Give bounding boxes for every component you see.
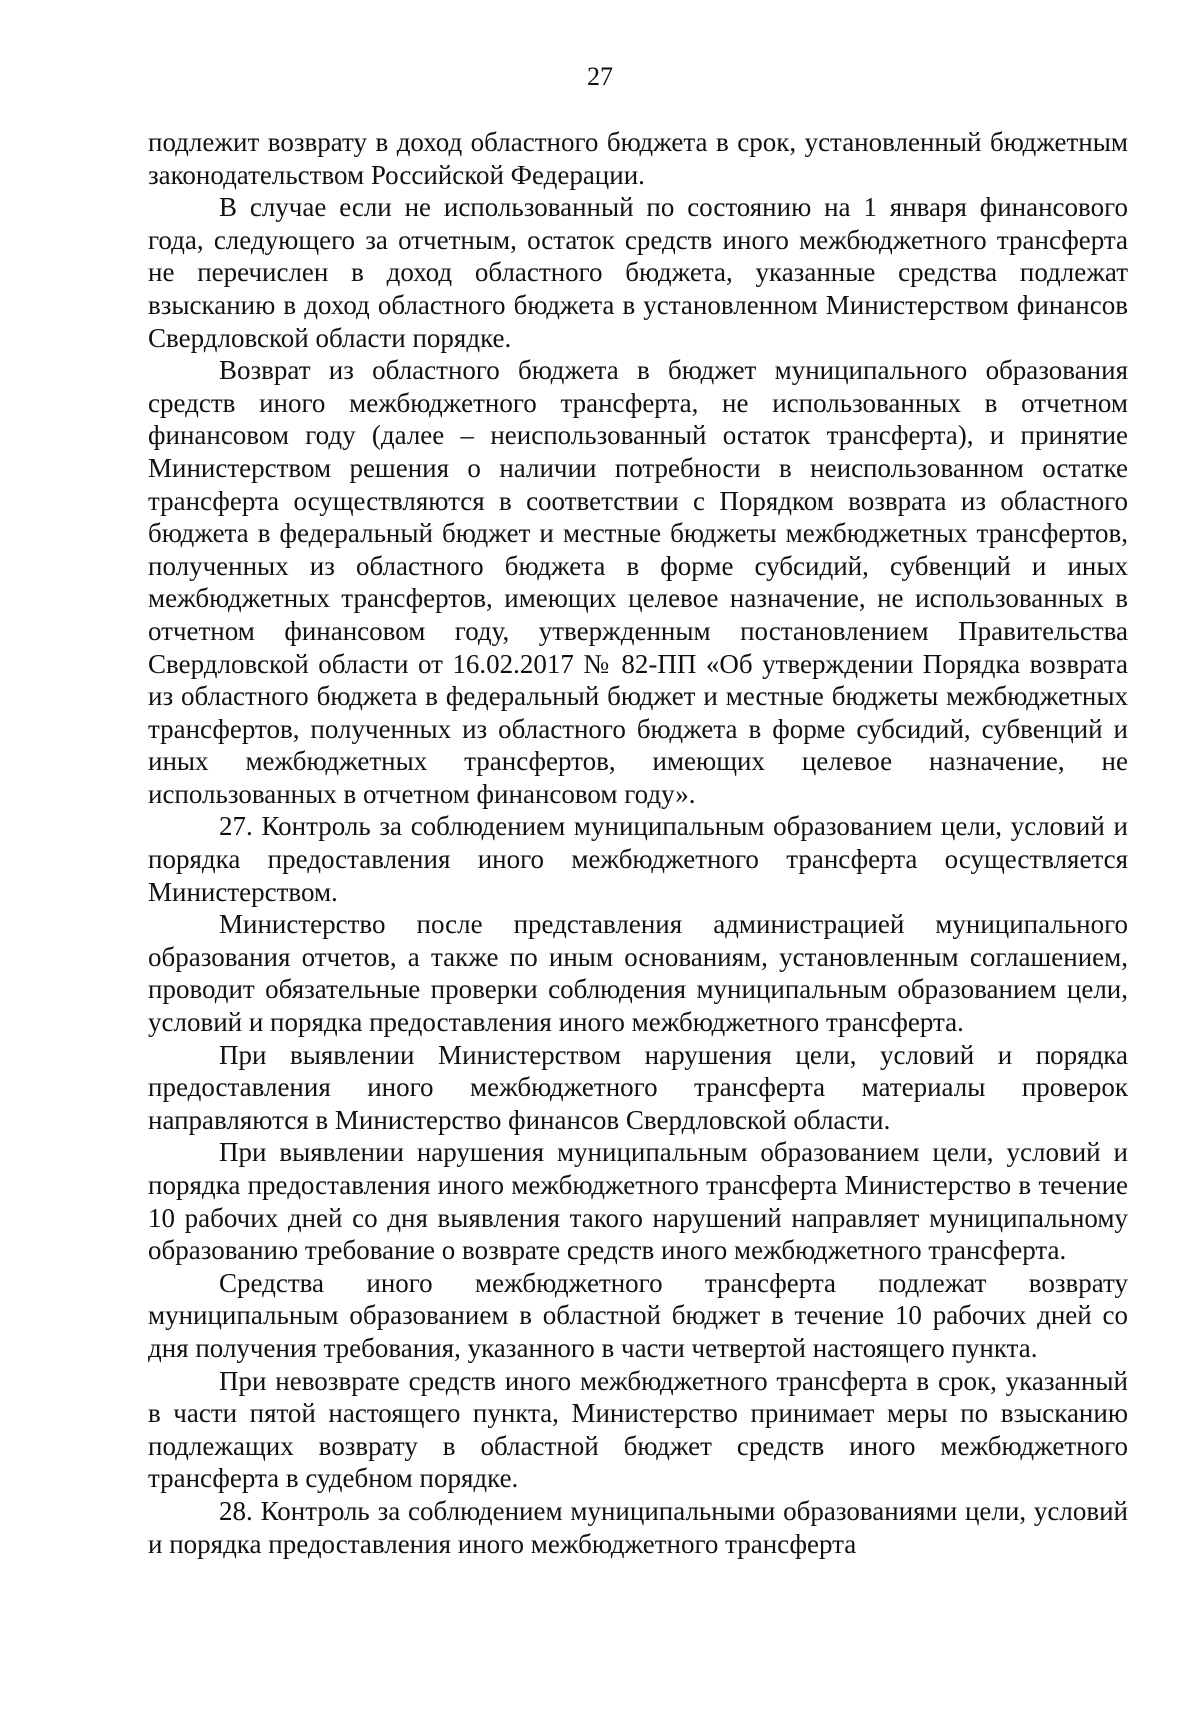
paragraph-4: 27. Контроль за соблюдением муниципальным образованием цели, условий и порядка предоставления иного межбюджетного трансферта осуществляется Министерством.: [148, 811, 1128, 907]
paragraph-5: Министерство после представления администрацией муниципального образования отчетов, а также по иным основаниям, установленным соглашением, проводит обязательные проверки соблюдения муниципальным образованием цели, условий и порядка предоставления иного межбюджетного трансферта.: [148, 909, 1128, 1038]
paragraph-2: В случае если не использованный по состоянию на 1 января финансового года, следующего за отчетным, остаток средств иного межбюджетного трансферта не перечислен в доход областного бюджета, указанные средства подлежат взысканию в доход областного бюджета в установленном Министерством финансов Свердловской области порядке.: [148, 192, 1128, 353]
paragraph-7: При выявлении нарушения муниципальным образованием цели, условий и порядка предоставления иного межбюджетного трансферта Министерство в течение 10 рабочих дней со дня выявления такого нарушений направляет муниципальному образованию требование о возврате средств иного межбюджетного трансферта.: [148, 1137, 1128, 1266]
paragraph-8: Средства иного межбюджетного трансферта подлежат возврату муниципальным образованием в областной бюджет в течение 10 рабочих дней со дня получения требования, указанного в части четвертой настоящего пункта.: [148, 1267, 1128, 1363]
paragraph-3: Возврат из областного бюджета в бюджет муниципального образования средств иного межбюджетного трансферта, не использованных в отчетном финансовом году (далее – неиспользованный остаток трансферта), и принятие Министерством решения о наличии потребности в неиспользованном остатке трансферта осуществляются в соответствии с Порядком возврата из областного бюджета в федеральный бюджет и местные бюджеты межбюджетных трансфертов, полученных из областного бюджета в форме субсидий, субвенций и иных межбюджетных трансфертов, имеющих целевое назначение, не использованных в отчетном финансовом году, утвержденным постановлением Правительства Свердловской области от 16.02.2017 № 82-ПП «Об утверждении Порядка возврата из областного бюджета в федеральный бюджет и местные бюджеты межбюджетных трансфертов, полученных из областного бюджета в форме субсидий, субвенций и иных межбюджетных трансфертов, имеющих целевое назначение, не использованных в отчетном финансовом году».: [148, 355, 1128, 809]
paragraph-1: подлежит возврату в доход областного бюджета в срок, установленный бюджетным законодательством Российской Федерации.: [148, 127, 1128, 190]
paragraph-9: При невозврате средств иного межбюджетного трансферта в срок, указанный в части пятой настоящего пункта, Министерство принимает меры по взысканию подлежащих возврату в областной бюджет средств иного межбюджетного трансферта в судебном порядке.: [148, 1365, 1128, 1494]
paragraph-6: При выявлении Министерством нарушения цели, условий и порядка предоставления иного межбюджетного трансферта материалы проверок направляются в Министерство финансов Свердловской области.: [148, 1039, 1128, 1135]
document-body: [148, 126, 1128, 1560]
paragraph-10: 28. Контроль за соблюдением муниципальными образованиями цели, условий и порядка предоставления иного межбюджетного трансферта: [148, 1495, 1128, 1559]
page-number: 27: [587, 62, 613, 91]
